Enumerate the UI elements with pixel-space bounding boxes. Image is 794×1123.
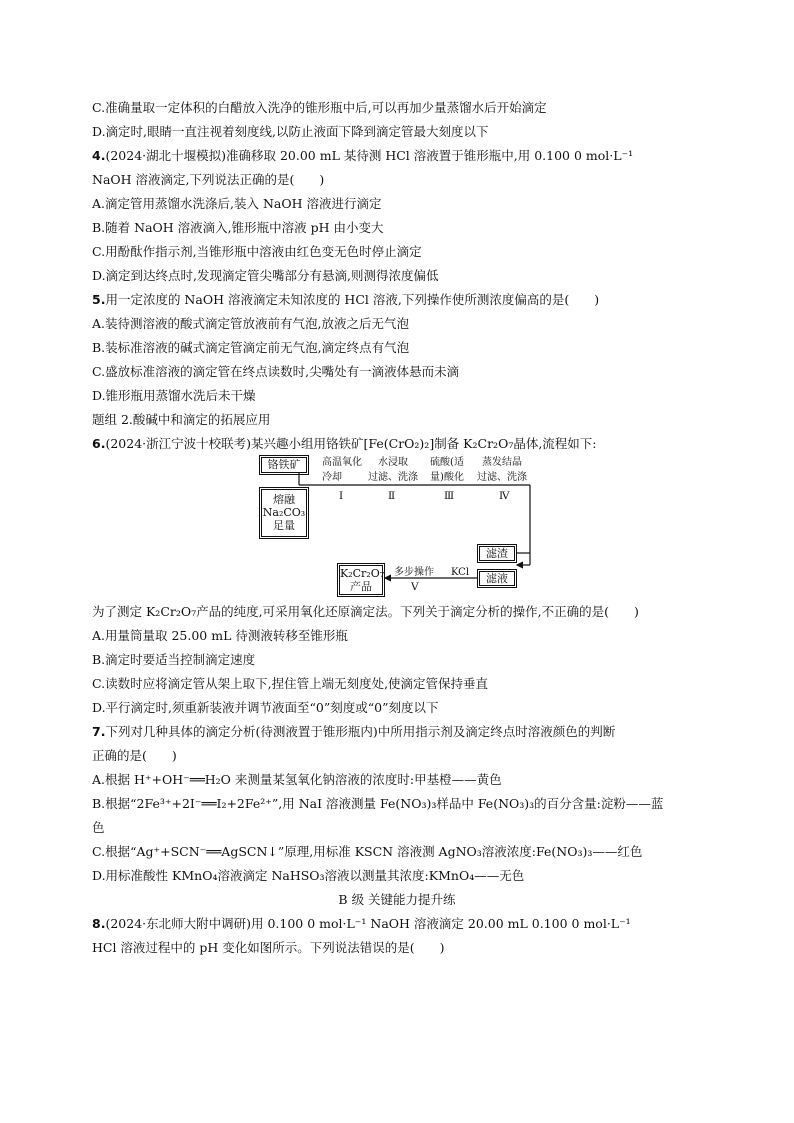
product-label: 产品: [350, 580, 372, 593]
q7-option-b: B.根据“2Fe³⁺+2I⁻══I₂+2Fe²⁺”,用 NaI 溶液测量 Fe(NO₃)₃样品中 Fe(NO₃)₃的百分含量:淀粉——蓝: [92, 796, 664, 811]
step3-condition-bottom: 量)酸化: [430, 472, 464, 483]
question-4-stem: [92, 148, 633, 164]
q4-option-b: B.随着 NaOH 溶液滴入,锥形瓶中溶液 pH 由小变大: [92, 220, 384, 235]
q4-option-a: A.滴定管用蒸馏水洗涤后,装入 NaOH 溶液进行滴定: [92, 196, 382, 211]
q5-option-a: A.装待测溶液的酸式滴定管放液前有气泡,放液之后无气泡: [92, 316, 409, 331]
mix-label-2: Na₂CO₃: [262, 506, 306, 519]
stem-text: (2024·东北师大附中调研)用 0.100 0 mol·L⁻¹ NaOH 溶液滴定 20.00 mL 0.100 0 mol·L⁻¹: [105, 916, 631, 931]
residue-box: 滤渣: [479, 546, 515, 561]
step4-condition: 蒸发结晶: [482, 457, 522, 468]
question-number: 7.: [92, 724, 106, 739]
q4-option-c: C.用酚酞作指示剂,当锥形瓶中溶液由红色变无色时停止滴定: [92, 244, 422, 259]
question-6-question: 为了测定 K₂Cr₂O₇产品的纯度,可采用氧化还原滴定法。下列关于滴定分析的操作,不正确的是( ): [92, 604, 639, 619]
kcl-reagent: KCl: [450, 567, 470, 578]
filtrate-box: 滤液: [479, 571, 515, 586]
mix-label-3: 足量: [273, 519, 295, 532]
mix-label-1: 熔融: [273, 493, 295, 506]
q6-option-c: C.读数时应将滴定管从架上取下,捏住管上端无刻度处,使滴定管保持垂直: [92, 676, 489, 691]
question-7-stem-cont: 正确的是( ): [92, 748, 177, 763]
product-formula: K₂Cr₂O₇: [340, 567, 385, 580]
step4-condition-bottom: 过滤、洗涤: [477, 472, 527, 483]
stem-text: 下列对几种具体的滴定分析(待测液置于锥形瓶内)中所用指示剂及滴定终点时溶液颜色的判断: [105, 724, 616, 739]
q7-option-c: C.根据“Ag⁺+SCN⁻══AgSCN↓”原理,用标准 KSCN 溶液测 AgNO₃溶液浓度:Fe(NO₃)₃——红色: [92, 844, 643, 859]
question-number: 4.: [92, 148, 106, 163]
q7-option-d: D.用标准酸性 KMnO₄溶液滴定 NaHSO₃溶液以测量其浓度:KMnO₄——无色: [92, 868, 525, 883]
step4-label: Ⅳ: [499, 490, 510, 502]
step3-condition: 硫酸(适: [430, 457, 464, 468]
q5-option-b: B.装标准溶液的碱式滴定管滴定前无气泡,滴定终点有气泡: [92, 340, 410, 355]
step1-condition: 高温氧化: [322, 457, 362, 468]
question-number: 5.: [92, 292, 106, 307]
question-4-stem-cont: NaOH 溶液滴定,下列说法正确的是( ): [92, 172, 325, 187]
question-8-stem: [92, 916, 631, 932]
step2-condition: 水浸取: [378, 457, 408, 468]
step1-label: Ⅰ: [339, 490, 344, 502]
process-flowchart: [255, 455, 550, 600]
ore-box: 铬铁矿: [261, 457, 307, 473]
q7-option-a: A.根据 H⁺+OH⁻══H₂O 来测量某氢氧化钠溶液的浓度时:甲基橙——黄色: [92, 772, 502, 787]
q3-option-c: C.准确量取一定体积的白醋放入洗净的锥形瓶中后,可以再加少量蒸馏水后开始滴定: [92, 100, 547, 115]
step2-label: Ⅱ: [388, 490, 396, 502]
step1-condition-bottom: 冷却: [322, 472, 342, 483]
question-number: 6.: [92, 436, 106, 451]
q5-option-d: D.锥形瓶用蒸馏水洗后未干燥: [92, 388, 256, 403]
question-8-stem-cont: HCl 溶液过程中的 pH 变化如图所示。下列说法错误的是( ): [92, 940, 445, 955]
step5-label: Ⅴ: [411, 581, 419, 593]
question-6-stem: [92, 436, 597, 452]
stem-text: (2024·湖北十堰模拟)准确移取 20.00 mL 某待测 HCl 溶液置于锥形瓶中,用 0.100 0 mol·L⁻¹: [105, 148, 634, 163]
step5-condition: 多步操作: [394, 567, 434, 578]
question-7-stem: [92, 724, 615, 740]
q6-option-a: A.用量筒量取 25.00 mL 待测液转移至锥形瓶: [92, 628, 348, 643]
product-box: [339, 565, 383, 595]
stem-text: 用一定浓度的 NaOH 溶液滴定未知浓度的 HCl 溶液,下列操作使所测浓度偏高的是( ): [105, 292, 600, 307]
question-5-stem: [92, 292, 599, 308]
q3-option-d: D.滴定时,眼睛一直注视着刻度线,以防止液面下降到滴定管最大刻度以下: [92, 124, 489, 139]
q6-option-b: B.滴定时要适当控制滴定速度: [92, 652, 256, 667]
question-number: 8.: [92, 916, 106, 931]
stem-text: (2024·浙江宁波十校联考)某兴趣小组用铬铁矿[Fe(CrO₂)₂]制备 K₂Cr₂O₇晶体,流程如下:: [105, 436, 597, 451]
sodium-carbonate-box: [261, 489, 307, 537]
section-heading: 题组 2.酸碱中和滴定的拓展应用: [92, 412, 271, 427]
level-heading: B 级 关键能力提升练: [338, 892, 456, 907]
step3-label: Ⅲ: [444, 490, 455, 502]
q7-option-b-cont: 色: [92, 820, 105, 835]
q4-option-d: D.滴定到达终点时,发现滴定管尖嘴部分有悬滴,则测得浓度偏低: [92, 268, 439, 283]
q6-option-d: D.平行滴定时,须重新装液并调节液面至“0”刻度或“0”刻度以下: [92, 700, 439, 715]
step2-condition-bottom: 过滤、洗涤: [368, 472, 418, 483]
q5-option-c: C.盛放标准溶液的滴定管在终点读数时,尖嘴处有一滴液体悬而未滴: [92, 364, 460, 379]
